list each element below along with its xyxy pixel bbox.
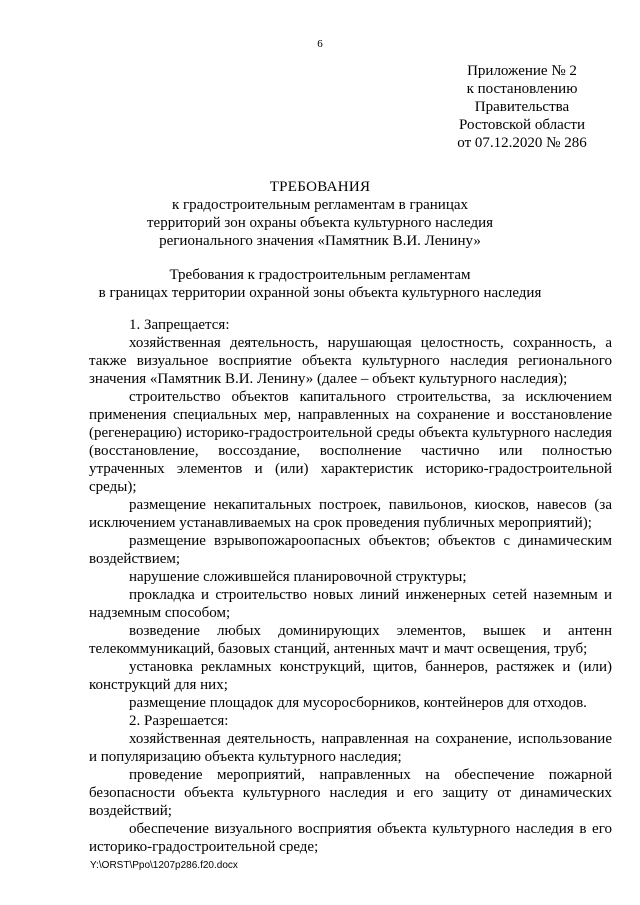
paragraph: проведение мероприятий, направленных на обеспечение пожарной безопасности объекта культурного наследия и его защиту от динамических воздействий; [89, 767, 612, 819]
paragraph: хозяйственная деятельность, направленная на сохранение, использование и популяризацию объекта культурного наследия; [89, 731, 612, 765]
appendix-line: к постановлению [466, 81, 578, 97]
title-heading: ТРЕБОВАНИЯ [269, 179, 371, 195]
paragraph: размещение взрывопожароопасных объектов; объектов с динамическим воздействием; [89, 533, 612, 567]
paragraph: прокладка и строительство новых линий инженерных сетей наземным и надземным способом; [89, 587, 612, 621]
appendix-line: Приложение № 2 [467, 63, 577, 79]
title-line: территорий зон охраны объекта культурного наследия [147, 215, 493, 231]
document-body [89, 316, 612, 856]
paragraph: возведение любых доминирующих элементов, вышек и антенн телекоммуникаций, базовых станций, антенных мачт и мачт освещения, труб; [89, 623, 612, 657]
paragraph: размещение некапитальных построек, павильонов, киосков, навесов (за исключением устанавливаемых на срок проведения публичных мероприятий); [89, 497, 612, 531]
appendix-block [442, 62, 602, 152]
paragraph: обеспечение визуального восприятия объекта культурного наследия в его историко-градостроительной среде; [89, 821, 612, 855]
file-path-footer: Y:\ORST\Ppo\1207p286.f20.docx [90, 860, 238, 871]
document-title [80, 178, 560, 250]
title-line: к градостроительным регламентам в границах [171, 197, 469, 213]
paragraph: хозяйственная деятельность, нарушающая целостность, сохранность, а также визуальное восприятие объекта культурного наследия регионального значения «Памятник В.И. Ленину» (далее – объект культурного наследия); [89, 335, 612, 387]
appendix-line: Ростовской области [459, 117, 585, 133]
paragraph: нарушение сложившейся планировочной структуры; [129, 569, 467, 585]
paragraph: размещение площадок для мусоросборников, контейнеров для отходов. [129, 695, 587, 711]
paragraph: установка рекламных конструкций, щитов, баннеров, растяжек и (или) конструкций для них; [89, 659, 612, 693]
paragraph: строительство объектов капитального строительства, за исключением применения специальных мер, направленных на сохранение и восстановление (регенерацию) историко-градостроительной среды объекта культурного наследия (восстановление, воссоздание, восполнение частично или полностью утраченных элементов и (или) характеристик историко-градостроительной среды); [89, 389, 612, 495]
section-subtitle [80, 266, 560, 302]
appendix-line: от 07.12.2020 № 286 [457, 135, 587, 151]
title-line: регионального значения «Памятник В.И. Ленину» [159, 233, 481, 249]
subtitle-line: Требования к градостроительным регламентам [169, 267, 471, 283]
section-heading-prohibited: 1. Запрещается: [129, 317, 230, 333]
page-number: 6 [317, 38, 323, 50]
appendix-line: Правительства [474, 99, 570, 115]
section-heading-permitted: 2. Разрешается: [129, 713, 229, 729]
subtitle-line: в границах территории охранной зоны объекта культурного наследия [98, 285, 542, 301]
